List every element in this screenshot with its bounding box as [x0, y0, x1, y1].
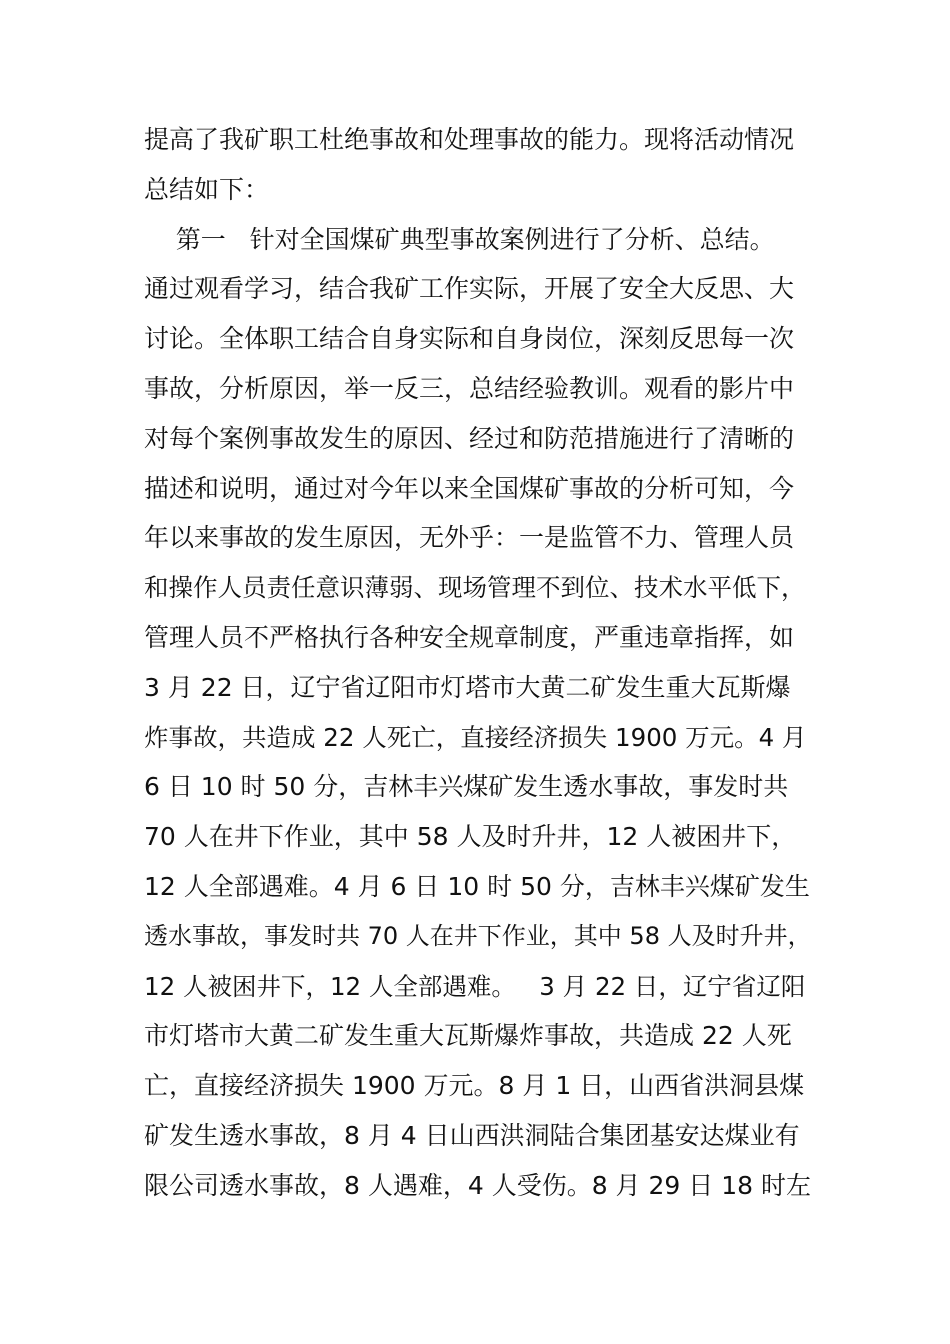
text-line: 12 人被困井下，12 人全部遇难。 3 月 22 日，辽宁省辽阳: [144, 971, 806, 1001]
text-line: 总结如下：: [144, 174, 270, 204]
text-line: 亡，直接经济损失 1900 万元。8 月 1 日，山西省洪洞县煤: [144, 1071, 805, 1101]
text-line: 第一 针对全国煤矿典型事故案例进行了分析、总结。: [144, 224, 775, 254]
text-line: 限公司透水事故，8 人遇难，4 人受伤。8 月 29 日 18 时左: [144, 1170, 811, 1200]
text-line: 市灯塔市大黄二矿发生重大瓦斯爆炸事故，共造成 22 人死: [144, 1021, 792, 1051]
text-line: 年以来事故的发生原因，无外乎：一是监管不力、管理人员: [144, 523, 795, 553]
text-line: 3 月 22 日，辽宁省辽阳市灯塔市大黄二矿发生重大瓦斯爆: [144, 672, 791, 702]
text-line: 提高了我矿职工杜绝事故和处理事故的能力。现将活动情况: [144, 125, 795, 154]
text-line: 和操作人员责任意识薄弱、现场管理不到位、技术水平低下，: [144, 573, 806, 603]
text-line: 讨论。全体职工结合自身实际和自身岗位，深刻反思每一次: [144, 324, 795, 354]
text-line: 描述和说明，通过对今年以来全国煤矿事故的分析可知，今: [144, 473, 795, 503]
text-line: 透水事故，事发时共 70 人在井下作业，其中 58 人及时升井，: [144, 921, 812, 950]
text-line: 矿发生透水事故，8 月 4 日山西洪洞陆合集团基安达煤业有: [144, 1120, 800, 1150]
text-line: 6 日 10 时 50 分，吉林丰兴煤矿发生透水事故，事发时共: [144, 772, 789, 802]
text-line: 12 人全部遇难。4 月 6 日 10 时 50 分，吉林丰兴煤矿发生: [144, 871, 810, 901]
text-line: 炸事故，共造成 22 人死亡，直接经济损失 1900 万元。4 月: [144, 722, 807, 752]
text-line: 事故，分析原因，举一反三，总结经验教训。观看的影片中: [144, 373, 795, 403]
body-text: [144, 115, 814, 1211]
text-line: 对每个案例事故发生的原因、经过和防范措施进行了清晰的: [144, 423, 795, 453]
text-line: 通过观看学习，结合我矿工作实际，开展了安全大反思、大: [144, 274, 795, 304]
text-line: 70 人在井下作业，其中 58 人及时升井，12 人被困井下，: [144, 822, 797, 852]
text-line: 管理人员不严格执行各种安全规章制度，严重违章指挥，如: [144, 622, 795, 652]
